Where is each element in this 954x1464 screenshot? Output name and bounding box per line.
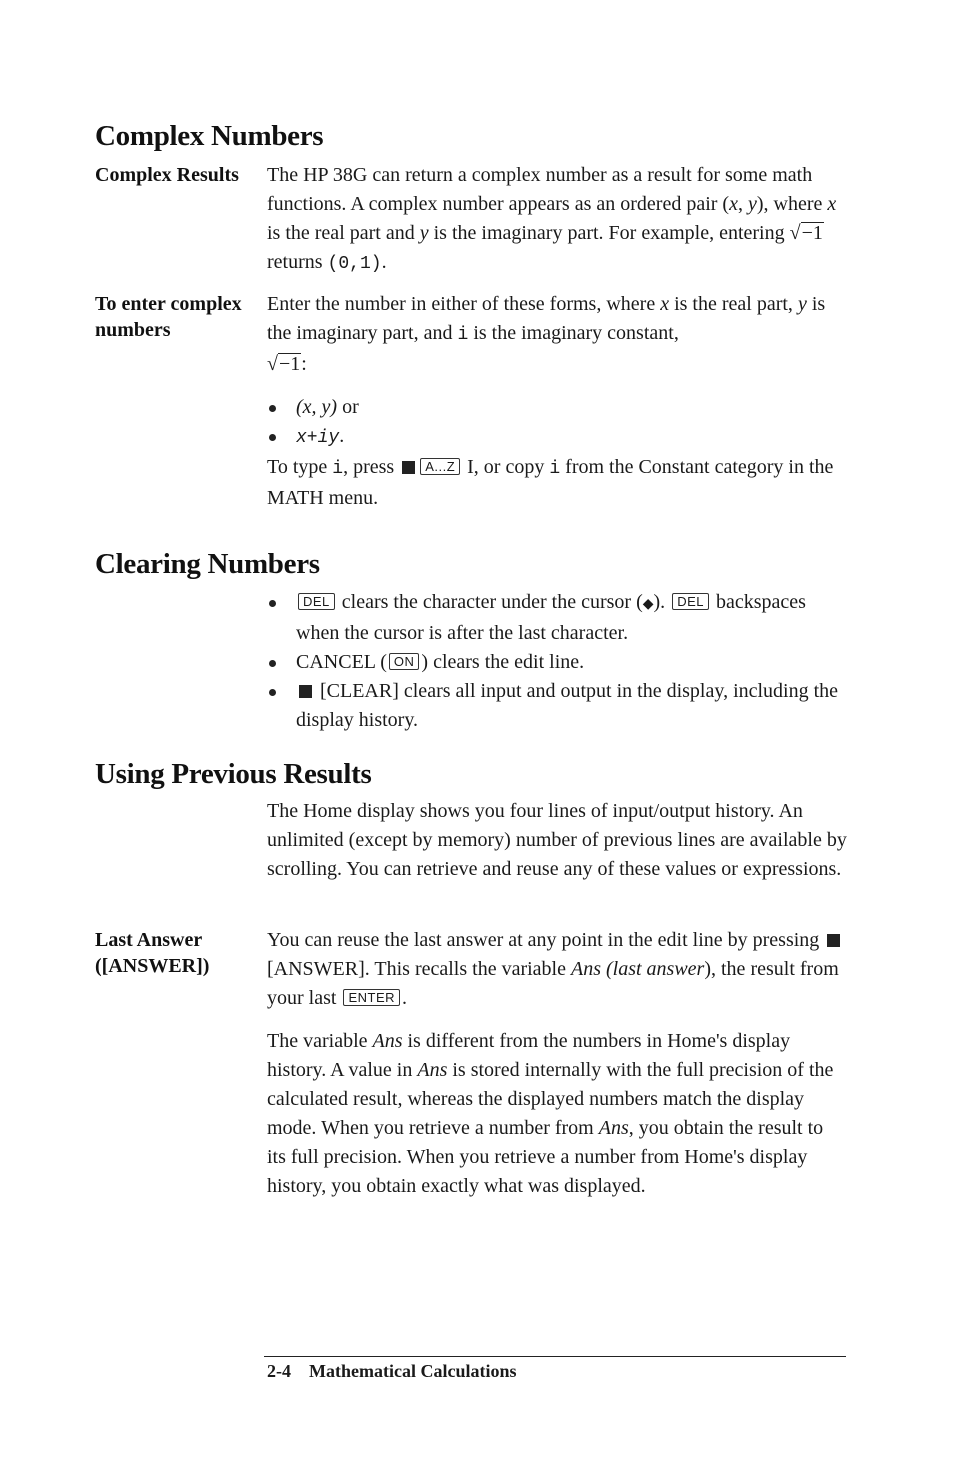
list-item: CANCEL ( ON ) clears the edit line. [267,648,847,677]
key-del: DEL [298,593,335,610]
sidebar-label-complex-results: Complex Results [95,164,239,186]
shift-key-icon [827,934,840,947]
key-on: ON [389,653,420,670]
paragraph-type-i: To type i, press A...Z I, or copy i from the Constant category in the MATH menu. [267,456,834,509]
list-item: DEL clears the character under the cursor (◆). DEL backspaces when the cursor is after the last character. [267,588,847,648]
sqrt-minus-one: √−1 [267,353,301,375]
paragraph-complex-results: The HP 38G can return a complex number as a result for some math functions. A complex number appears as an ordered pair (x, y), where x is the real part and y is the imaginary part. For example, entering √−1 returns (0,1). [267,164,837,274]
cursor-icon: ◆ [642,596,654,612]
page-footer [267,1361,516,1382]
paragraph-last-answer: You can reuse the last answer at any point in the edit line by pressing [ANSWER]. This recalls the variable Ans (last answer), the result from your last ENTER . [267,929,839,1009]
footer-rule [264,1356,846,1357]
key-del: DEL [672,593,709,610]
section-heading-clearing-numbers: Clearing Numbers [95,548,320,580]
chapter-title: Mathematical Calculations [309,1361,517,1381]
complex-forms-list [267,393,847,453]
key-a-z: A...Z [420,458,460,475]
list-item: [CLEAR] clears all input and output in the display, including the display history. [267,677,847,735]
page-number: 2-4 [267,1361,291,1381]
result-code: (0,1) [327,254,382,274]
paragraph-previous-intro: The Home display shows you four lines of input/output history. An unlimited (except by memory) number of previous lines are available by scrolling. You can retrieve and reuse any of these values or expressions. [267,800,847,880]
section-heading-complex-numbers: Complex Numbers [95,120,324,152]
list-item: (x, y) or [267,393,847,422]
list-item: x+iy. [267,422,847,453]
clearing-list [267,588,847,735]
sidebar-label-to-enter-complex-numbers: To enter complex numbers [95,293,242,341]
enter-complex-block [267,290,847,513]
sidebar-label-last-answer: Last Answer ([ANSWER]) [95,929,210,977]
shift-key-icon [299,685,312,698]
last-answer-block [267,926,847,1201]
paragraph-ans-precision: The variable Ans is different from the numbers in Home's display history. A value in Ans is stored internally with the full precision of the calculated result, whereas the displayed numbers match the display mode. When you retrieve a number from Ans, you obtain the result to its full precision. When you retrieve a number from Home's display history, you obtain exactly what was displayed. [267,1030,834,1197]
key-enter: ENTER [343,989,400,1006]
sqrt-minus-one: √−1 [789,222,823,244]
shift-key-icon [402,461,415,474]
section-heading-using-previous-results: Using Previous Results [95,758,372,790]
paragraph-enter-forms: Enter the number in either of these forms, where x is the real part, y is the imaginary part, and i is the imaginary constant, √−1: [267,293,826,375]
